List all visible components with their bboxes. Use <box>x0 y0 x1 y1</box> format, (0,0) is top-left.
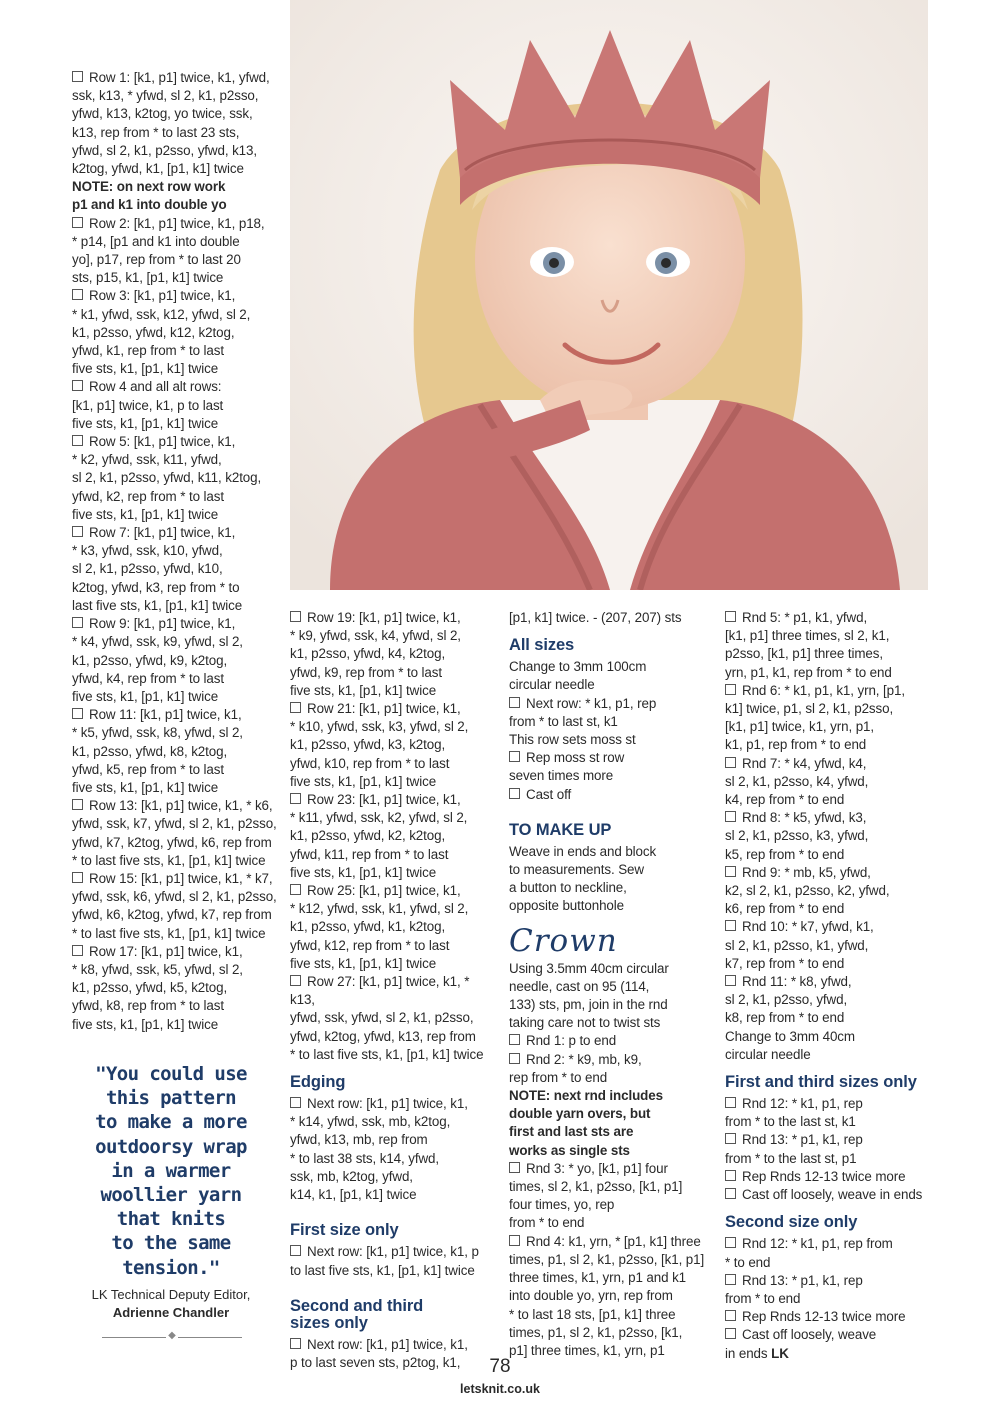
text-line: 133) sts, pm, join in the rnd <box>509 997 668 1013</box>
text-line: p to last seven sts, p2tog, k1, <box>290 1354 461 1370</box>
text-line: yrn, p1, k1, rep from * to end <box>725 664 892 680</box>
text-line: k1, p2sso, yfwd, k9, k2tog, <box>72 652 228 668</box>
text-line: yfwd, k13, mb, rep from <box>290 1132 428 1148</box>
text-line: four times, yo, rep <box>509 1197 615 1213</box>
text-line: yfwd, k1, rep from * to last <box>72 343 224 359</box>
moss-next-row: Next row: * k1, p1, rep <box>509 695 709 713</box>
row-15-instruction: Row 15: [k1, p1] twice, k1, * k7, <box>72 870 282 888</box>
pattern-column-1 <box>72 69 282 1034</box>
text-line: k8, rep from * to end <box>725 1010 845 1026</box>
text-line: * p14, [p1 and k1 into double <box>72 233 240 249</box>
text-line: times, p1, sl 2, k1, p2sso, [k1, p1] <box>509 1251 705 1267</box>
text-line: k5, rep from * to end <box>725 846 845 862</box>
text-line: [k1, p1] three times, sl 2, k1, <box>725 628 890 644</box>
text-line: five sts, k1, [p1, k1] twice <box>290 682 437 698</box>
text-line: p2sso, [k1, p1] three times, <box>725 646 883 662</box>
text-line: yfwd, sl 2, k1, p2sso, yfwd, k13, <box>72 142 257 158</box>
lk-signoff: LK <box>771 1345 789 1361</box>
rnd-4-instruction: Rnd 4: k1, yrn, * [p1, k1] three <box>509 1233 709 1251</box>
text-line: yfwd, k8, rep from * to last <box>72 998 224 1014</box>
text-line: * k3, yfwd, ssk, k10, yfwd, <box>72 543 223 559</box>
text-line: five sts, k1, [p1, k1] twice <box>72 688 219 704</box>
rnd-3-instruction: Rnd 3: * yo, [k1, p1] four <box>509 1160 709 1178</box>
cast-off-second-size: Cast off loosely, weave <box>725 1326 935 1344</box>
section-heading-edging: Edging <box>290 1073 346 1092</box>
row-19-instruction: Row 19: [k1, p1] twice, k1, <box>290 609 486 627</box>
text-line: from * to end <box>725 1290 801 1306</box>
rnd-12-instruction: Rnd 12: * k1, p1, rep <box>725 1095 935 1113</box>
crown-title: Crown <box>509 922 618 959</box>
text-line: * to last 18 sts, [p1, k1] three <box>509 1306 676 1322</box>
text-line: k1, p2sso, yfwd, k1, k2tog, <box>290 919 446 935</box>
text-line: five sts, k1, [p1, k1] twice <box>290 955 437 971</box>
text-line: yfwd, k9, rep from * to last <box>290 664 442 680</box>
row-21-instruction: Row 21: [k1, p1] twice, k1, <box>290 700 486 718</box>
row-11-instruction: Row 11: [k1, p1] twice, k1, <box>72 706 282 724</box>
page-number: 78 <box>489 1356 511 1377</box>
text-line: from * to end <box>509 1215 585 1231</box>
note-line: NOTE: next rnd includes <box>509 1088 663 1104</box>
text-line: * k2, yfwd, ssk, k11, yfwd, <box>72 452 222 468</box>
edging-next-row: Next row: [k1, p1] twice, k1, <box>290 1095 486 1113</box>
girl-in-crown-illustration <box>290 0 928 590</box>
text-line: * k10, yfwd, ssk, k3, yfwd, sl 2, <box>290 719 469 735</box>
text-line: yfwd, ssk, yfwd, sl 2, k1, p2sso, <box>290 1010 474 1026</box>
row-1-instruction: Row 1: [k1, p1] twice, k1, yfwd, <box>72 69 282 87</box>
text-line: five sts, k1, [p1, k1] twice <box>290 864 437 880</box>
section-heading-second-third-cont: sizes only <box>290 1313 368 1332</box>
text-line: [k1, p1] twice, k1, yrn, p1, <box>725 719 875 735</box>
rnd-1-instruction: Rnd 1: p to end <box>509 1032 709 1050</box>
text-line: k14, k1, [p1, k1] twice <box>290 1187 417 1203</box>
row-17-instruction: Row 17: [k1, p1] twice, k1, <box>72 943 282 961</box>
row-25-instruction: Row 25: [k1, p1] twice, k1, <box>290 882 486 900</box>
text-line: [k1, p1] twice, k1, p to last <box>72 397 224 413</box>
text-line: circular needle <box>509 677 595 693</box>
text-line: yo], p17, rep from * to last 20 <box>72 252 241 268</box>
rnd-9-instruction: Rnd 9: * mb, k5, yfwd, <box>725 864 935 882</box>
text-line: k7, rep from * to end <box>725 955 845 971</box>
text-line: k1, p2sso, yfwd, k2, k2tog, <box>290 828 446 844</box>
text-line: sl 2, k1, p2sso, k3, yfwd, <box>725 828 869 844</box>
rnd-13-instruction: Rnd 13: * p1, k1, rep <box>725 1131 935 1149</box>
section-heading-all-sizes: All sizes <box>509 636 575 655</box>
first-size-next-row: Next row: [k1, p1] twice, k1, p <box>290 1243 486 1261</box>
text-line: Weave in ends and block <box>509 843 657 859</box>
text-line: ssk, mb, k2tog, yfwd, <box>290 1168 413 1184</box>
text-line: Change to 3mm 40cm <box>725 1028 855 1044</box>
text-line: sl 2, k1, p2sso, k4, yfwd, <box>725 773 869 789</box>
rep-moss-row: Rep moss st row <box>509 749 709 767</box>
text-line: five sts, k1, [p1, k1] twice <box>72 779 219 795</box>
text-line: k2tog, yfwd, k1, [p1, k1] twice <box>72 161 244 177</box>
text-line: Change to 3mm 100cm <box>509 659 647 675</box>
text-line: * k1, yfwd, ssk, k12, yfwd, sl 2, <box>72 306 251 322</box>
note-line: double yarn overs, but <box>509 1106 651 1122</box>
row-3-instruction: Row 3: [k1, p1] twice, k1, <box>72 287 282 305</box>
section-heading-to-make-up: TO MAKE UP <box>509 820 612 839</box>
section-heading-first-third: First and third sizes only <box>725 1073 917 1092</box>
rnd-8-instruction: Rnd 8: * k5, yfwd, k3, <box>725 809 935 827</box>
text-line: k1] twice, p1, sl 2, k1, p2sso, <box>725 701 894 717</box>
text-line: * k11, yfwd, ssk, k2, yfwd, sl 2, <box>290 810 468 826</box>
rnd-7-instruction: Rnd 7: * k4, yfwd, k4, <box>725 755 935 773</box>
text-line: * to end <box>725 1254 771 1270</box>
rnd-10-instruction: Rnd 10: * k7, yfwd, k1, <box>725 918 935 936</box>
divider-diamond-icon: ◆ <box>166 1330 178 1341</box>
note-line: p1 and k1 into double yo <box>72 197 227 213</box>
text-line: yfwd, k7, k2tog, yfwd, k6, rep from <box>72 834 272 850</box>
text-line: k1, p2sso, yfwd, k12, k2tog, <box>72 324 235 340</box>
cast-off-step: Cast off loosely, weave in ends <box>725 1186 935 1204</box>
text-line: five sts, k1, [p1, k1] twice <box>72 1016 219 1032</box>
text-line: [p1, k1] twice. - (207, 207) sts <box>509 610 682 625</box>
pattern-column-4 <box>725 609 935 1363</box>
text-line: three times, k1, yrn, p1 and k1 <box>509 1270 687 1286</box>
text-line: from * to the last st, p1 <box>725 1150 857 1166</box>
text-line: circular needle <box>725 1046 811 1062</box>
pattern-column-3 <box>509 609 709 1360</box>
text-line: to last five sts, k1, [p1, k1] twice <box>290 1262 475 1278</box>
row-4-instruction: Row 4 and all alt rows: <box>72 378 282 396</box>
rnd-2-instruction: Rnd 2: * k9, mb, k9, <box>509 1051 709 1069</box>
section-heading-first-size: First size only <box>290 1221 399 1240</box>
text-line: yfwd, k13, k2tog, yo twice, ssk, <box>72 106 253 122</box>
text-line: k2, sl 2, k1, p2sso, k2, yfwd, <box>725 883 890 899</box>
hero-photo <box>290 0 928 590</box>
text-line: last five sts, k1, [p1, k1] twice <box>72 597 243 613</box>
text-line: sl 2, k1, p2sso, yfwd, k11, k2tog, <box>72 470 262 486</box>
text-line: a button to neckline, <box>509 880 627 896</box>
text-line: from * to the last st, k1 <box>725 1114 856 1130</box>
text-line: five sts, k1, [p1, k1] twice <box>72 415 219 431</box>
rnd-13-second-size: Rnd 13: * p1, k1, rep <box>725 1272 935 1290</box>
text-line: yfwd, k2, rep from * to last <box>72 488 224 504</box>
text-line: * to last five sts, k1, [p1, k1] twice <box>72 925 266 941</box>
text-line: This row sets moss st <box>509 732 636 748</box>
text-line: five sts, k1, [p1, k1] twice <box>72 506 219 522</box>
note-line: first and last sts are <box>509 1124 634 1140</box>
pull-quote <box>72 1062 270 1322</box>
text-line: yfwd, k10, rep from * to last <box>290 755 450 771</box>
text-line: yfwd, ssk, k6, yfwd, sl 2, k1, p2sso, <box>72 889 277 905</box>
text-line: * to last five sts, k1, [p1, k1] twice <box>72 852 266 868</box>
row-23-instruction: Row 23: [k1, p1] twice, k1, <box>290 791 486 809</box>
rnd-5-instruction: Rnd 5: * p1, k1, yfwd, <box>725 609 935 627</box>
text-line: * k8, yfwd, ssk, k5, yfwd, sl 2, <box>72 961 243 977</box>
text-line: needle, cast on 95 (114, <box>509 978 650 994</box>
text-line: five sts, k1, [p1, k1] twice <box>72 361 219 377</box>
note-line: works as single sts <box>509 1142 630 1158</box>
text-line: k2tog, yfwd, k3, rep from * to <box>72 579 240 595</box>
text-line: ssk, k13, * yfwd, sl 2, k1, p2sso, <box>72 88 259 104</box>
text-line: yfwd, k11, rep from * to last <box>290 846 449 862</box>
text-line: * k5, yfwd, ssk, k8, yfwd, sl 2, <box>72 725 243 741</box>
text-line: to measurements. Sew <box>509 862 644 878</box>
rep-rnds-step: Rep Rnds 12-13 twice more <box>725 1168 935 1186</box>
text-line: times, sl 2, k1, p2sso, [k1, p1] <box>509 1179 683 1195</box>
row-2-instruction: Row 2: [k1, p1] twice, k1, p18, <box>72 215 282 233</box>
quote-attribution: LK Technical Deputy Editor, Adrienne Chandler <box>91 1286 251 1320</box>
cast-off-step: Cast off <box>509 786 709 804</box>
text-line: yfwd, k6, k2tog, yfwd, k7, rep from <box>72 907 272 923</box>
text-line: five sts, k1, [p1, k1] twice <box>290 773 437 789</box>
rnd-6-instruction: Rnd 6: * k1, p1, k1, yrn, [p1, <box>725 682 935 700</box>
text-line: * k4, yfwd, ssk, k9, yfwd, sl 2, <box>72 634 243 650</box>
text-line: sl 2, k1, p2sso, k1, yfwd, <box>725 937 869 953</box>
text-line: taking care not to twist sts <box>509 1015 661 1031</box>
text-line: * to last 38 sts, k14, yfwd, <box>290 1150 440 1166</box>
text-line: Using 3.5mm 40cm circular <box>509 960 669 976</box>
text-line: p1] three times, k1, yrn, p1 <box>509 1342 665 1358</box>
row-27-instruction: Row 27: [k1, p1] twice, k1, * k13, <box>290 973 486 1009</box>
text-line: * k12, yfwd, ssk, k1, yfwd, sl 2, <box>290 901 469 917</box>
row-13-instruction: Row 13: [k1, p1] twice, k1, * k6, <box>72 797 282 815</box>
text-line: yfwd, k4, rep from * to last <box>72 670 224 686</box>
second-third-next-row: Next row: [k1, p1] twice, k1, <box>290 1336 486 1354</box>
text-line: in ends LK <box>725 1345 789 1361</box>
text-line: k1, p1, rep from * to end <box>725 737 867 753</box>
row-7-instruction: Row 7: [k1, p1] twice, k1, <box>72 524 282 542</box>
text-line: k1, p2sso, yfwd, k5, k2tog, <box>72 980 228 996</box>
text-line: k4, rep from * to end <box>725 792 845 808</box>
text-line: yfwd, k2tog, yfwd, k13, rep from <box>290 1028 476 1044</box>
row-5-instruction: Row 5: [k1, p1] twice, k1, <box>72 433 282 451</box>
section-heading-second-third: Second and third <box>290 1296 424 1315</box>
text-line: * k9, yfwd, ssk, k4, yfwd, sl 2, <box>290 628 461 644</box>
text-line: k6, rep from * to end <box>725 901 845 917</box>
text-line: * to last five sts, k1, [p1, k1] twice <box>290 1046 484 1062</box>
text-line: yfwd, k12, rep from * to last <box>290 937 450 953</box>
text-line: sl 2, k1, p2sso, yfwd, <box>725 992 848 1008</box>
text-line: k1, p2sso, yfwd, k4, k2tog, <box>290 646 446 662</box>
text-line: from * to last st, k1 <box>509 713 618 729</box>
pattern-column-2 <box>290 609 486 1372</box>
text-line: rep from * to end <box>509 1069 608 1085</box>
text-line: seven times more <box>509 768 614 784</box>
text-line: sts, p15, k1, [p1, k1] twice <box>72 270 224 286</box>
section-heading-second-size: Second size only <box>725 1213 858 1232</box>
text-line: into double yo, yrn, rep from <box>509 1288 673 1304</box>
text-line: k1, p2sso, yfwd, k3, k2tog, <box>290 737 446 753</box>
text-line: opposite buttonhole <box>509 898 624 914</box>
text-line: yfwd, k5, rep from * to last <box>72 761 224 777</box>
note-line: NOTE: on next row work <box>72 179 226 195</box>
quote-text: "You could use this pattern to make a more outdoorsy wrap in a warmer woollier yarn that knits to the same tension." <box>95 1063 247 1279</box>
rnd-11-instruction: Rnd 11: * k8, yfwd, <box>725 973 935 991</box>
text-line: sl 2, k1, p2sso, yfwd, k10, <box>72 561 223 577</box>
rep-rnds-second-size: Rep Rnds 12-13 twice more <box>725 1308 935 1326</box>
text-line: * k14, yfwd, ssk, mb, k2tog, <box>290 1114 451 1130</box>
text-line: times, p1, sl 2, k1, p2sso, [k1, <box>509 1324 683 1340</box>
text-line: k13, rep from * to last 23 sts, <box>72 124 240 140</box>
text-line: k1, p2sso, yfwd, k8, k2tog, <box>72 743 228 759</box>
row-9-instruction: Row 9: [k1, p1] twice, k1, <box>72 615 282 633</box>
rnd-12-second-size: Rnd 12: * k1, p1, rep from <box>725 1235 935 1253</box>
text-line: yfwd, ssk, k7, yfwd, sl 2, k1, p2sso, <box>72 816 277 832</box>
website-link[interactable]: letsknit.co.uk <box>460 1382 540 1396</box>
